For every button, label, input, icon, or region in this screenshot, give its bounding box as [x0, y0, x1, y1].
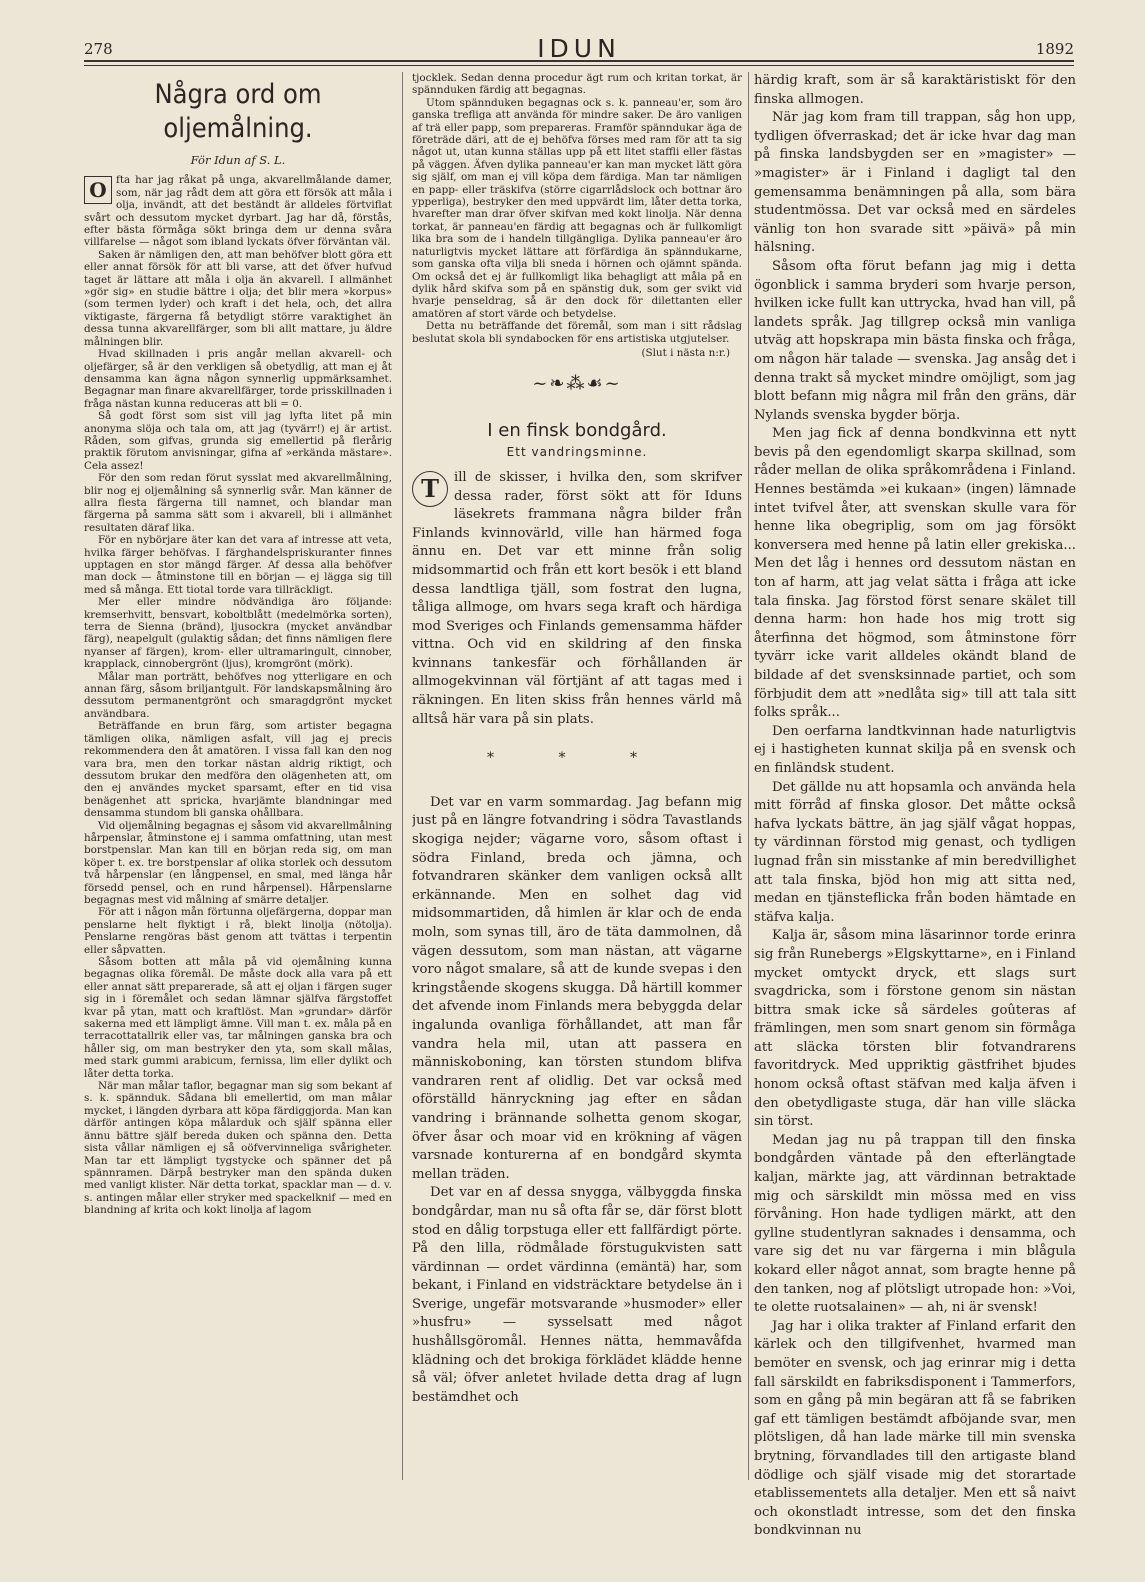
paragraph: Beträffande en brun färg, som artister begagna tämligen olika, nämligen asfalt, vill jag ej precis rekommendera den åt amatören. I vissa fall kan den nog vara bra, men den torkar nästan aldrig riktigt, och dessutom brukar den medföra den olägenheten att, om den ej användes mycket sparsamt, efter en tid visa benägenhet att spricka, hvarjämte blandningar med densamma stundom bli ganska ohållbara.	[84, 720, 392, 820]
article-body	[412, 469, 742, 1408]
paragraph: För den som redan förut sysslat med akvarellmålning, blir nog ej oljemålning så synnerlig svår. Man känner de allra flesta färgerna till namnet, och blandar man färgerna på samma sätt som i akvarell, bli i allmänhet resultaten däraf lika.	[84, 472, 392, 534]
paragraph: Det var en af dessa snygga, välbyggda finska bondgårdar, man nu så ofta får se, där först blott stod en dålig torpstuga eller ett fallfärdigt pörte. På den lilla, rödmålade förstugukvisten satt värdinnan — ordet värdinna (emäntä) har, som bekant, i Finland en vidsträcktare betydelse än i Sverige, ungefär motsvarande »husmoder» eller »husfru» — sysselsatt med något hushållsgöromål. Hennes nätta, hemmavåfda klädning och det brokiga förklädet klädde henne så väl; öfver anletet hvilade detta drag af lugn bestämdhet och	[412, 1185, 742, 1405]
paragraph: Så godt först som sist vill jag lyfta litet på min anonyma slöja och tala om, att jag (tyvärr!) ej är artist. Råden, som gifvas, grunda sig emellertid på flerårig praktik förutom anvisningar, gifna af »erkända mästare». Cela assez!	[84, 410, 392, 472]
column-3	[754, 72, 1076, 1541]
column-2	[412, 72, 742, 1407]
paragraph: Målar man porträtt, behöfves nog ytterligare en och annan färg, såsom briljantgult. För landskapsmålning äro dessutom permanentgrönt och smaragdgrönt mycket användbara.	[84, 670, 392, 720]
section-divider: * * *	[487, 750, 667, 767]
paragraph: Det var en varm sommardag. Jag befann mig just på en längre fotvandring i södra Tavastlands skogiga nejder; vägarne voro, såsom oftast i södra Finland, breda och jämna, och fotvandraren skänker dem vanligen också allt erkännande. Men en solhet dag vid midsommartiden, då himlen är klar och de enda moln, som synas till, äro de täta dammolnen, då vägen dessutom, som man nästan, att vägarne voro något smalare, så att de kunde svepas i den kringstående skogens skugga. Då härtill kommer det afvende inom Finlands mera bebyggda delar ingalunda ovanliga förhållandet, att man får vandra hela mil, utan att passera en människoboning, kan törsten stundom blifva vandraren rent af olidlig. Det var också med oförställd hänryckning jag efter en sådan vandring i brännande solhetta genom skogar, öfver åsar och moar vid en krökning af vägen varsnade konturerna af en bondgård skymta mellan träden.	[412, 794, 742, 1182]
header-rule	[84, 60, 1074, 66]
paragraph: För en nybörjare äter kan det vara af intresse att veta, hvilka färger behöfvas. I färghandelspriskuranter finnes upptagen en stor mängd färger. Af dessa alla behöfver man dock — åtminstone till en början — ej lägga sig till med så många. Ett tiotal torde vara tillräckligt.	[84, 534, 392, 596]
journal-title: IDUN	[537, 34, 621, 63]
paragraph: Såsom ofta förut befann jag mig i detta ögonblick i samma bryderi som hvarje person, hvilken icke fullt kan uttrycka, hvad han vill, på landets språk. Jag tillgrep också min vanliga utväg att hopskrapa min bästa finska och fråga, om någon här talade — svenska. Jag ansåg det i denna trakt så mycket mindre omöjligt, som jag blott befann mig några mil från den gräns, där Nylands svenska bygder börja.	[754, 258, 1076, 423]
paragraph: Den oerfarna landtkvinnan hade naturligtvis ej i hastigheten kunnat skilja på en svensk och en finländsk student.	[754, 723, 1076, 776]
paragraph: Saken är nämligen den, att man behöfver blott göra ett eller annat försök för att bli varse, att det öfver hufvud taget är lättare att måla i olja än akvarell. I allmänhet »gör sig» en studie bättre i olja; det blir mera »korpus» (som termen lyder) och kraft i det hela, och, det allra viktigaste, färgerna få betydligt större varaktighet än dessa tunna akvarellfärger, som bli allt mattare, ju äldre målningen blir.	[84, 248, 392, 348]
paragraph: ill de skisser, i hvilka den, som skrifver dessa rader, först sökt att för Iduns läsekrets frammana några bilder från Finlands kvinnovärld, ville han härmed foga ännu en. Det var ett minne från solig midsommartid och från ett kort besök i ett bland dessa landtliga tjäll, som fostrat den lugna, tåliga allmoge, om hvars sega kraft och härdiga mod Sveriges och Finlands gemensamma häfder vittna. Och vid en skildring af den finska kvinnans tankesfär och förhållanden är allmogekvinnan väl förtjänt af att tagas med i räkningen. En liten skiss från hennes värld må alltså här vara på sin plats.	[412, 469, 742, 727]
year: 1892	[1035, 40, 1074, 58]
paragraph: Jag har i olika trakter af Finland erfarit den kärlek och den tillgifvenhet, hvarmed man bemöter en svensk, och jag erinrar mig i detta fall särskildt en fabriksdisponent i Tammerfors, som en gång på min begäran att få se fabriken gaf ett tämligen bestämdt afböjande svar, men plötsligen, då han lade märke till min svenska brytning, förvandlades till den artigaste bland dödlige och själf visade mig det storartade etablissementets alla detaljer. Men ett så naivt och okonstladt intresse, som det den finska bondkvinnan nu	[754, 1318, 1076, 1539]
page-number: 278	[84, 40, 113, 58]
paragraph: Vid oljemålning begagnas ej såsom vid akvarellmålning hårpenslar, åtminstone ej i samma omfattning, utan mest borstpenslar. Man kan till en början reda sig, om man köper t. ex. tre borstpenslar af olika storlek och dessutom två hårpenslar (en långpensel, en smal, med länga hår försedd pensel, och en rund hårpensel). Hårpenslarne begagnas mest vid målning af smärre detaljer.	[84, 819, 392, 906]
paragraph: Kalja är, såsom mina läsarinnor torde erinra sig från Runebergs »Elgskyttarne», en i Finland mycket omtyckt dryck, ett slags surt svagdricka, som i förstone genom sin nästan bittra smak icke så särdeles goûteras af främlingen, men som snart genom sin förmåga att släcka törsten blir fotvandrarens favoritdryck. Med uppriktig gästfrihet bjudes honom också oftast stäfvan med kalja äfven i den obetydligaste stuga, där han ville släcka sin törst.	[754, 928, 1076, 1130]
paragraph: När jag kom fram till trappan, såg hon upp, tydligen öfverraskad; det är icke hvar dag man på finska landsbygden ser en »magister» — »magister» är i Finland i dagligt tal den gemensamma benämningen på alla, som bära studentmössa. Det var också med en särdeles vänlig ton hon svarade sitt »päivä» på min hälsning.	[754, 110, 1076, 256]
ornament: ~❧⁂☙~	[532, 372, 622, 394]
article-title: Några ord om oljemålning.	[154, 79, 322, 144]
byline: För Idun af S. L.	[190, 153, 286, 167]
paragraph: härdig kraft, som är så karaktäristiskt för den finska allmogen.	[754, 73, 1076, 107]
paragraph: Men jag fick af denna bondkvinna ett nytt bevis på den egendomligt skarpa skillnad, som råder mellan de olika språkområdena i Finland. Hennes bestämda »ei kukaan» (ingen) lämnade intet tvifvel åter, att svenskan skulle vara för henne lika obegriplig, som om jag försökt konversera med henne på latin eller grekiska... Men det låg i hennes ord dessutom nästan en ton af harm, att jag velat sätta i fråga att icke tala finska. Jag förstod först senare skälet till denna harm: hon hade hos mig trott sig återfinna det högmod, som åtminstone förr tyvärr icke varit alldeles okändt bland de bildade af det svensksinnade partiet, och som förbjudit dem att »nedlåta sig» till att tala sitt folks språk...	[754, 426, 1076, 721]
column-1	[84, 72, 392, 1217]
paragraph: Såsom botten att måla på vid ojemålning kunna begagnas olika föremål. De måste dock alla vara på ett eller annat sätt preparerade, så att ej oljan i färgen suger sig in i föremålet och sedan lämnar själfva färgstoffet kvar på ytan, matt och kraftlöst. Man »grundar» därför sakerna med ett lämpligt ämne. Vill man t. ex. måla på en terracottatallrik eller vas, tar målningen ganska bra och håller sig, om man bestryker den yta, som skall målas, med stark gummi arabicum, fernissa, lim eller dylikt och låter detta torka.	[84, 956, 392, 1080]
article-subtitle: Ett vandringsminne.	[506, 444, 648, 459]
drop-cap: T	[412, 471, 448, 507]
article-title: I en finsk bondgård.	[487, 419, 667, 441]
paragraph: När man målar taflor, begagnar man sig som bekant af s. k. spännduk. Sådana bli emellertid, om man målar mycket, i längden dyrbara att köpa färdiggjorda. Man kan därför antingen köpa målarduk och själf spänna eller ännu bättre själf bereda duken och spänna den. Detta sista vållar nämligen ej så oöfvervinneliga svårigheter. Man tar ett lämpligt tygstycke och spänner det på spännramen. Därpå bestryker man den spända duken med vanligt klister. När detta torkat, spacklar man — d. v. s. antingen målar eller stryker med spackelknif — med en blandning af krita och kokt linolja af lagom	[84, 1080, 392, 1217]
drop-cap: O	[84, 176, 112, 204]
article-body	[84, 174, 392, 1216]
column-divider	[402, 72, 403, 1480]
article-continuation	[412, 72, 742, 345]
paragraph: Detta nu beträffande det föremål, som man i sitt rådslag beslutat skola bli syndabocken för ens artistiska utgjutelser.	[412, 320, 742, 345]
paragraph: För att i någon mån förtunna oljefärgerna, doppar man penslarne helt flyktigt i rå, blekt linolja (nötolja). Penslarne rengöras bäst genom att tvättas i terpentin eller såpvatten.	[84, 906, 392, 956]
column-divider	[748, 72, 749, 1480]
paragraph: Det gällde nu att hopsamla och använda hela mitt förråd af finska glosor. Det måtte också hafva lyckats bättre, än jag själf vågat hoppas, ty värdinnan förstod mig genast, och tydligen lugnad från sin misstanke af min beredvillighet att tala finska, bjöd hon mig att sitta ned, medan en tjänsteflicka från boden hämtade en stäfva kalja.	[754, 779, 1076, 925]
paragraph: Hvad skillnaden i pris angår mellan akvarell- och oljefärger, så är den verkligen så obetydlig, att man ej åt densamma kan ägna någon synnerlig uppmärksamhet. Begagnar man finare akvarellfärger, torde prisskillnaden i fråga nästan kunna reduceras att bli = 0.	[84, 348, 392, 410]
paragraph: Mer eller mindre nödvändiga äro följande: kremserhvitt, bensvart, koboltblått (medelmörka sorten), terra de Sienna (bränd), ljusockra (mycket användbar färg), neapelgult (gulaktig sådan; det finns nämligen flere nyanser af färgen), krom- eller ultramaringult, cinnober, krapplack, cinnobergrönt (ljus), kromgrönt (mörk).	[84, 596, 392, 671]
continued-note: (Slut i nästa n:r.)	[641, 346, 730, 359]
paragraph: tjocklek. Sedan denna procedur ägt rum och kritan torkat, är spännduken färdig att begagnas.	[412, 72, 742, 97]
paragraph: fta har jag råkat på unga, akvarellmålande damer, som, när jag rådt dem att göra ett försök att måla i olja, invändt, att det beständt är alldeles förtviflat svårt och dessutom mycket dyrbart. Jag har då, förstås, efter bästa förmåga sökt bringa dem ur denna svåra villfarelse — något som ibland lyckats öfver förväntan väl.	[84, 174, 392, 249]
paragraph: Utom spännduken begagnas ock s. k. panneau'er, som äro ganska trefliga att använda för mindre saker. De äro vanligen af trä eller papp, som prepareras. Framför spänndukar äga de företräde däri, att de ej behöfva förses med ram för att ta sig något ut, utan kunna ställas upp på ett litet staffli eller fästas på väggen. Äfven dylika panneau'er kan man mycket lätt göra sig själf, om man ej vill köpa dem färdiga. Man tar nämligen en papp- eller träskifva (större cigarrlådslock och bottnar äro ypperliga), bestryker den med uppvärdt lim, låter detta torka, hvarefter man drar öfver skifvan med kokt linolja. När denna torkat, är panneau'en färdig att begagnas och är fullkomligt lika bra som de i handeln tillgängliga. Dylika panneau'er äro naturligtvis mycket lättare att förfärdiga än spänndukarne, som ganska ofta vilja bli sneda i hörnen och ojämnt spända. Om också det ej är fullkomligt lika behagligt att måla på en dylik hård skifva som på en spänstig duk, som ger svikt vid hvarje penseldrag, så är den dock för dilettanten eller amatören af stort värde och betydelse.	[412, 96, 742, 320]
paragraph: Medan jag nu på trappan till den finska bondgården väntade på den efterlängtade kaljan, märkte jag, att värdinnan betraktade mig och särskildt min mössa med en viss förvåning. Hon hade tydligen märkt, att den gyllne studentlyran saknades i densamma, och vare sig det nu var färgerna i min blågula kokard eller något annat, som bragte henne på den tanken, nog af plötsligt utropade hon: »Voi, te olette ruotsalainen» — ah, ni är svensk!	[754, 1132, 1076, 1316]
